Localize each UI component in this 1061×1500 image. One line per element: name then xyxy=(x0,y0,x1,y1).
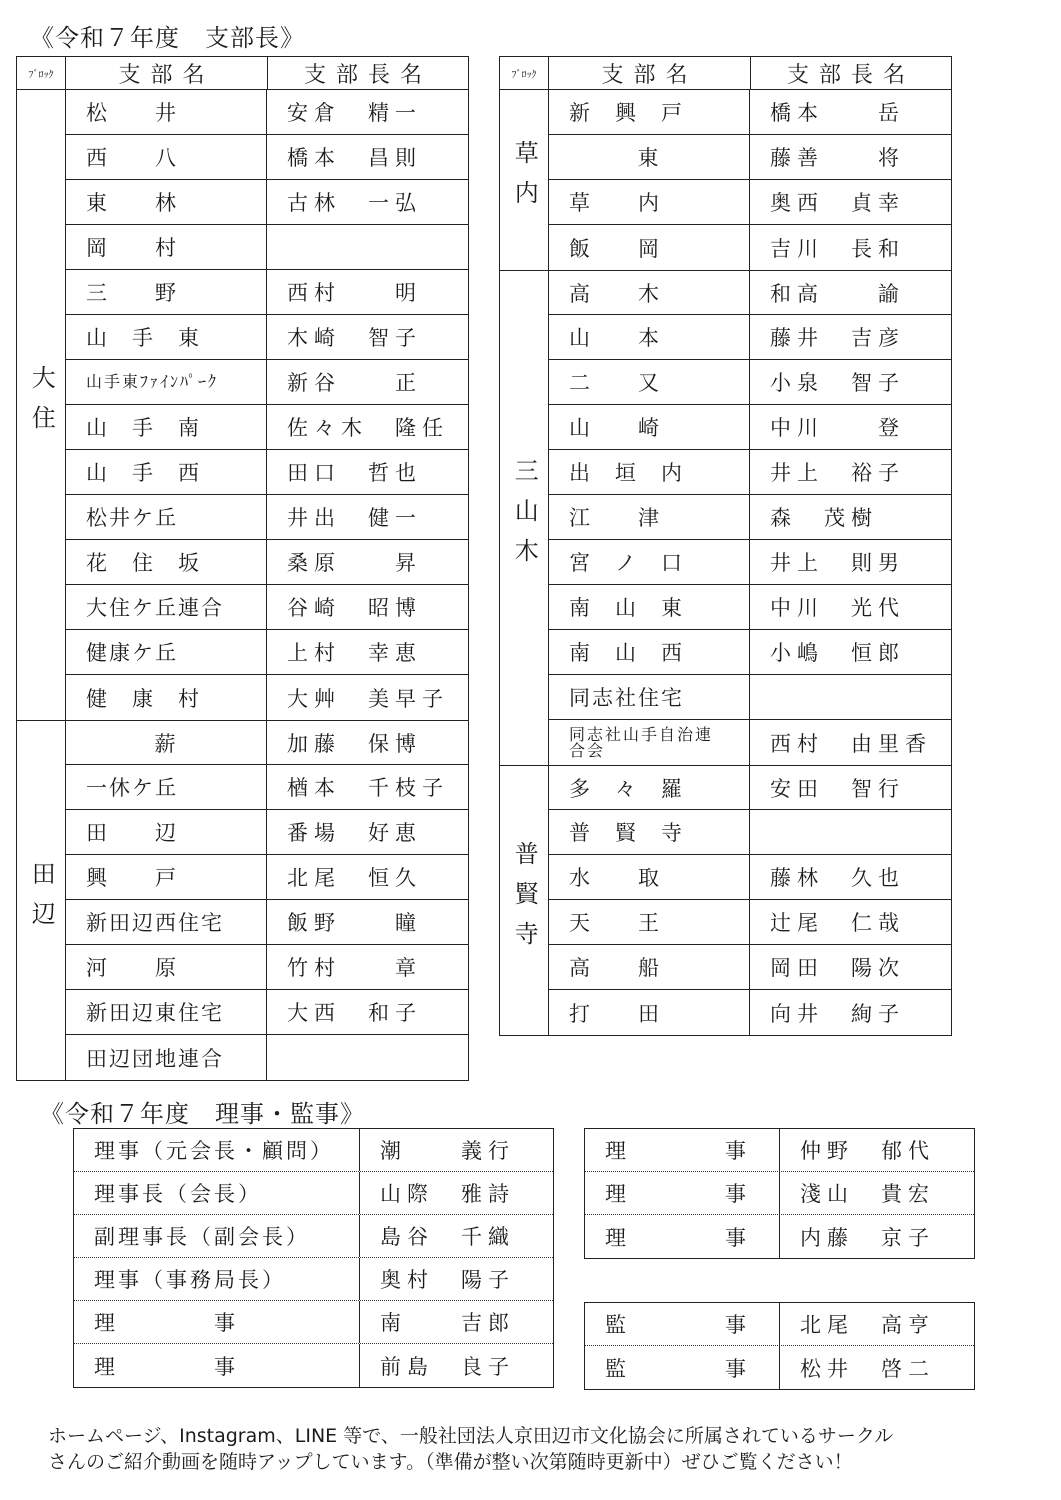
table-row xyxy=(66,720,469,765)
row-column xyxy=(549,90,952,1035)
branch-head-name: 竹村 章 xyxy=(287,956,422,980)
table-row xyxy=(549,450,952,495)
officer-row xyxy=(585,1129,974,1172)
block-cell xyxy=(500,90,548,270)
branch-head-name: 加藤 保博 xyxy=(287,731,422,756)
officer-row xyxy=(74,1129,553,1172)
officer-row xyxy=(74,1215,553,1258)
table-row xyxy=(66,495,469,540)
officer-name: 淺山 貴宏 xyxy=(800,1182,935,1206)
officer-row xyxy=(585,1303,974,1346)
branch-head-name: 橋本 昌則 xyxy=(287,146,422,170)
header-head: 支部長名 xyxy=(786,62,915,88)
branch-head-name: 辻尾 仁哉 xyxy=(770,911,905,935)
officer-role: 理事（事務局長） xyxy=(74,1258,360,1300)
officer-name: 南 吉郎 xyxy=(380,1311,515,1335)
branch-name: 山手東ﾌｧｲﾝﾊﾟｰｸ xyxy=(66,360,267,404)
branch-name: 田辺団地連合 xyxy=(66,1035,267,1080)
branch-name: 江 津 xyxy=(549,495,750,539)
branch-name: 新 興 戸 xyxy=(549,90,750,134)
officer-row xyxy=(585,1215,974,1258)
officer-role: 理 事 xyxy=(74,1301,360,1343)
branch-head-name: 北尾 恒久 xyxy=(287,866,422,890)
table-row xyxy=(549,990,952,1035)
officer-name: 潮 義行 xyxy=(380,1139,515,1163)
branch-table-body xyxy=(500,90,951,1035)
officer-role: 理 事 xyxy=(585,1129,780,1171)
officer-name: 奥村 陽子 xyxy=(380,1268,515,1292)
table-row xyxy=(66,225,469,270)
table-row xyxy=(549,765,952,810)
block-label: 三山木 xyxy=(510,458,539,578)
table-row xyxy=(66,585,469,630)
officer-row xyxy=(585,1346,974,1389)
branch-head-name xyxy=(750,675,952,719)
table-row xyxy=(66,1035,469,1080)
branch-name: 出 垣 内 xyxy=(549,450,750,494)
header-block: ﾌﾞﾛｯｸ xyxy=(500,57,549,89)
branch-head-name: 向井 絢子 xyxy=(770,1001,905,1026)
table-row xyxy=(66,450,469,495)
branch-name: 山 手 南 xyxy=(66,405,267,449)
table-row xyxy=(66,810,469,855)
branch-head-name: 谷崎 昭博 xyxy=(287,596,422,620)
table-row xyxy=(549,405,952,450)
table-row xyxy=(66,855,469,900)
branch-head-name: 和高 諭 xyxy=(770,281,905,306)
branch-head-name: 古林 一弘 xyxy=(287,191,422,215)
officer-name: 仲野 郁代 xyxy=(800,1139,935,1163)
branch-head-name: 森 茂樹 xyxy=(770,506,878,530)
officers-table-directors xyxy=(584,1128,975,1259)
table-row xyxy=(549,135,952,180)
officer-row xyxy=(585,1172,974,1215)
branch-head-name: 上村 幸恵 xyxy=(287,641,422,665)
branch-head-name: 番場 好恵 xyxy=(287,821,422,845)
branch-name: 飯 岡 xyxy=(549,225,750,270)
officer-name: 北尾 高亨 xyxy=(800,1313,935,1337)
table-row xyxy=(66,270,469,315)
officer-role: 理 事 xyxy=(585,1215,780,1258)
table-row xyxy=(549,585,952,630)
table-row xyxy=(549,225,952,270)
branch-head-name: 木崎 智子 xyxy=(287,326,422,350)
branch-head-name: 橋本 岳 xyxy=(770,101,905,125)
officers-table-auditors xyxy=(584,1302,975,1390)
table-row xyxy=(549,900,952,945)
branch-head-name xyxy=(750,810,952,854)
officer-role: 理 事 xyxy=(74,1344,360,1387)
table-header xyxy=(500,57,951,90)
table-header xyxy=(17,57,468,90)
table-row xyxy=(66,90,469,135)
officer-role: 理事（元会長・顧問） xyxy=(74,1129,360,1171)
officer-name: 松井 啓二 xyxy=(800,1356,935,1381)
header-block: ﾌﾞﾛｯｸ xyxy=(17,57,66,89)
branch-name: 南 山 東 xyxy=(549,585,750,629)
table-row xyxy=(66,180,469,225)
branch-name: 山 本 xyxy=(549,315,750,359)
block-column xyxy=(500,90,549,1035)
branch-name: 健康ケ丘 xyxy=(66,630,267,674)
table-row xyxy=(66,675,469,720)
officer-role: 理事長（会長） xyxy=(74,1172,360,1214)
branch-head-name: 飯野 瞳 xyxy=(287,911,422,935)
branch-head-name: 吉川 長和 xyxy=(770,236,905,261)
table-row xyxy=(66,765,469,810)
table-row xyxy=(549,720,952,765)
block-cell xyxy=(17,720,65,1080)
branch-name: 岡 村 xyxy=(66,225,267,269)
branch-name: 山 崎 xyxy=(549,405,750,449)
header-branch: 支部名 xyxy=(66,57,268,89)
officers-table-main xyxy=(73,1128,554,1388)
branch-table-left xyxy=(16,56,469,1081)
branch-name: 山 手 西 xyxy=(66,450,267,494)
officer-role: 監 事 xyxy=(585,1346,780,1389)
branch-name: 健 康 村 xyxy=(66,675,267,720)
table-row xyxy=(66,945,469,990)
branch-head-name: 安田 智行 xyxy=(770,776,905,801)
branch-name: 草 内 xyxy=(549,180,750,224)
branch-head-name: 藤善 将 xyxy=(770,146,905,170)
branch-name: 河 原 xyxy=(66,945,267,989)
footer-line-1: ホームページ、Instagram、LINE 等で、一般社団法人京田辺市文化協会に所属されているサークル xyxy=(48,1425,894,1447)
branch-head-name xyxy=(267,225,469,269)
officer-name: 内藤 京子 xyxy=(800,1225,935,1250)
table-row xyxy=(66,900,469,945)
branch-head-name: 西村 由里香 xyxy=(770,731,932,756)
footer-line-2: さんのご紹介動画を随時アップしています。（準備が整い次第随時更新中）ぜひご覧ください！ xyxy=(48,1450,853,1473)
header-head: 支部長名 xyxy=(303,62,432,88)
branch-head-name: 桑原 昇 xyxy=(287,551,422,575)
branch-name: 松井ケ丘 xyxy=(66,495,267,539)
table-row xyxy=(549,855,952,900)
block-label: 大住 xyxy=(27,365,56,445)
table-row xyxy=(549,540,952,585)
branch-head-name: 佐々木 隆任 xyxy=(287,416,449,440)
table-row xyxy=(66,405,469,450)
branch-table-right xyxy=(499,56,952,1036)
table-row xyxy=(66,630,469,675)
branch-name: 山 手 東 xyxy=(66,315,267,359)
branch-name: 大住ケ丘連合 xyxy=(66,585,267,629)
branch-head-name: 奥西 貞幸 xyxy=(770,191,905,215)
row-column xyxy=(66,90,469,1080)
branch-name: 同志社住宅 xyxy=(549,675,750,719)
branch-name: 新田辺西住宅 xyxy=(66,900,267,944)
table-row xyxy=(549,90,952,135)
table-row xyxy=(549,495,952,540)
officer-role: 副理事長（副会長） xyxy=(74,1215,360,1257)
branch-name: 一休ケ丘 xyxy=(66,765,267,809)
table-row xyxy=(549,270,952,315)
officer-role: 監 事 xyxy=(585,1303,780,1345)
branch-head-name: 中川 光代 xyxy=(770,596,905,620)
branch-head-name: 田口 哲也 xyxy=(287,461,422,485)
branch-name: 多 々 羅 xyxy=(549,766,750,809)
officer-role: 理 事 xyxy=(585,1172,780,1214)
branch-name: 二 又 xyxy=(549,360,750,404)
table-row xyxy=(66,135,469,180)
table-row xyxy=(549,810,952,855)
officer-row xyxy=(74,1258,553,1301)
officer-name: 島谷 千織 xyxy=(380,1225,515,1249)
branch-name: 三 野 xyxy=(66,270,267,314)
branch-name: 天 王 xyxy=(549,900,750,944)
table-row xyxy=(549,315,952,360)
branch-name: 宮 ノ 口 xyxy=(549,540,750,584)
branch-table-body xyxy=(17,90,468,1080)
block-column xyxy=(17,90,66,1080)
block-cell xyxy=(17,90,65,720)
branch-head-name: 井上 裕子 xyxy=(770,461,905,485)
branch-name: 南 山 西 xyxy=(549,630,750,674)
branch-head-name: 大西 和子 xyxy=(287,1001,422,1025)
branch-name: 松 井 xyxy=(66,90,267,134)
branch-head-name: 新谷 正 xyxy=(287,371,422,395)
header-branch: 支部名 xyxy=(549,57,751,89)
table-row xyxy=(66,315,469,360)
block-label: 普賢寺 xyxy=(510,840,539,961)
branch-name: 興 戸 xyxy=(66,855,267,899)
branch-name: 同志社山手自治連合会 xyxy=(549,720,750,765)
officer-name: 前島 良子 xyxy=(380,1354,515,1379)
branch-head-name: 大艸 美早子 xyxy=(287,686,449,711)
branch-head-name: 小泉 智子 xyxy=(770,371,905,395)
branch-name: 普 賢 寺 xyxy=(549,810,750,854)
table-row xyxy=(549,630,952,675)
branch-name: 高 木 xyxy=(549,271,750,314)
branch-head-name: 岡田 陽次 xyxy=(770,956,905,980)
table-row xyxy=(66,540,469,585)
branch-head-name: 安倉 精一 xyxy=(287,101,422,125)
footer-note xyxy=(48,1424,893,1475)
officer-row xyxy=(74,1344,553,1387)
branch-head-name: 楢本 千枝子 xyxy=(287,776,449,800)
table-row xyxy=(549,360,952,405)
branch-head-name: 西村 明 xyxy=(287,281,422,305)
officer-row xyxy=(74,1301,553,1344)
branch-name: 新田辺東住宅 xyxy=(66,990,267,1034)
branch-head-name: 中川 登 xyxy=(770,416,905,440)
officer-name: 山際 雅詩 xyxy=(380,1182,515,1206)
branch-head-name xyxy=(267,1035,469,1080)
branch-head-name: 藤井 吉彦 xyxy=(770,326,905,350)
branch-head-name: 井出 健一 xyxy=(287,506,422,530)
table-row xyxy=(66,360,469,405)
branch-name: 打 田 xyxy=(549,990,750,1035)
branch-head-name: 藤林 久也 xyxy=(770,866,905,890)
branch-name: 高 船 xyxy=(549,945,750,989)
branch-name: 薪 xyxy=(66,721,267,764)
officers-title: 《令和７年度 理事・監事》 xyxy=(40,1100,365,1128)
branch-name: 田 辺 xyxy=(66,810,267,854)
branch-name: 東 林 xyxy=(66,180,267,224)
block-label: 草内 xyxy=(510,140,539,220)
branch-head-name: 小嶋 恒郎 xyxy=(770,641,905,665)
officer-row xyxy=(74,1172,553,1215)
block-cell xyxy=(500,765,548,1035)
table-row xyxy=(549,675,952,720)
table-row xyxy=(66,990,469,1035)
table-row xyxy=(549,945,952,990)
branch-heads-title: 《令和７年度 支部長》 xyxy=(30,24,305,52)
block-label: 田辺 xyxy=(27,860,56,941)
branch-head-name: 井上 則男 xyxy=(770,551,905,575)
branch-name: 花 住 坂 xyxy=(66,540,267,584)
branch-name: 西 八 xyxy=(66,135,267,179)
branch-name: 東 xyxy=(549,135,750,179)
block-cell xyxy=(500,270,548,765)
branch-name: 水 取 xyxy=(549,855,750,899)
table-row xyxy=(549,180,952,225)
